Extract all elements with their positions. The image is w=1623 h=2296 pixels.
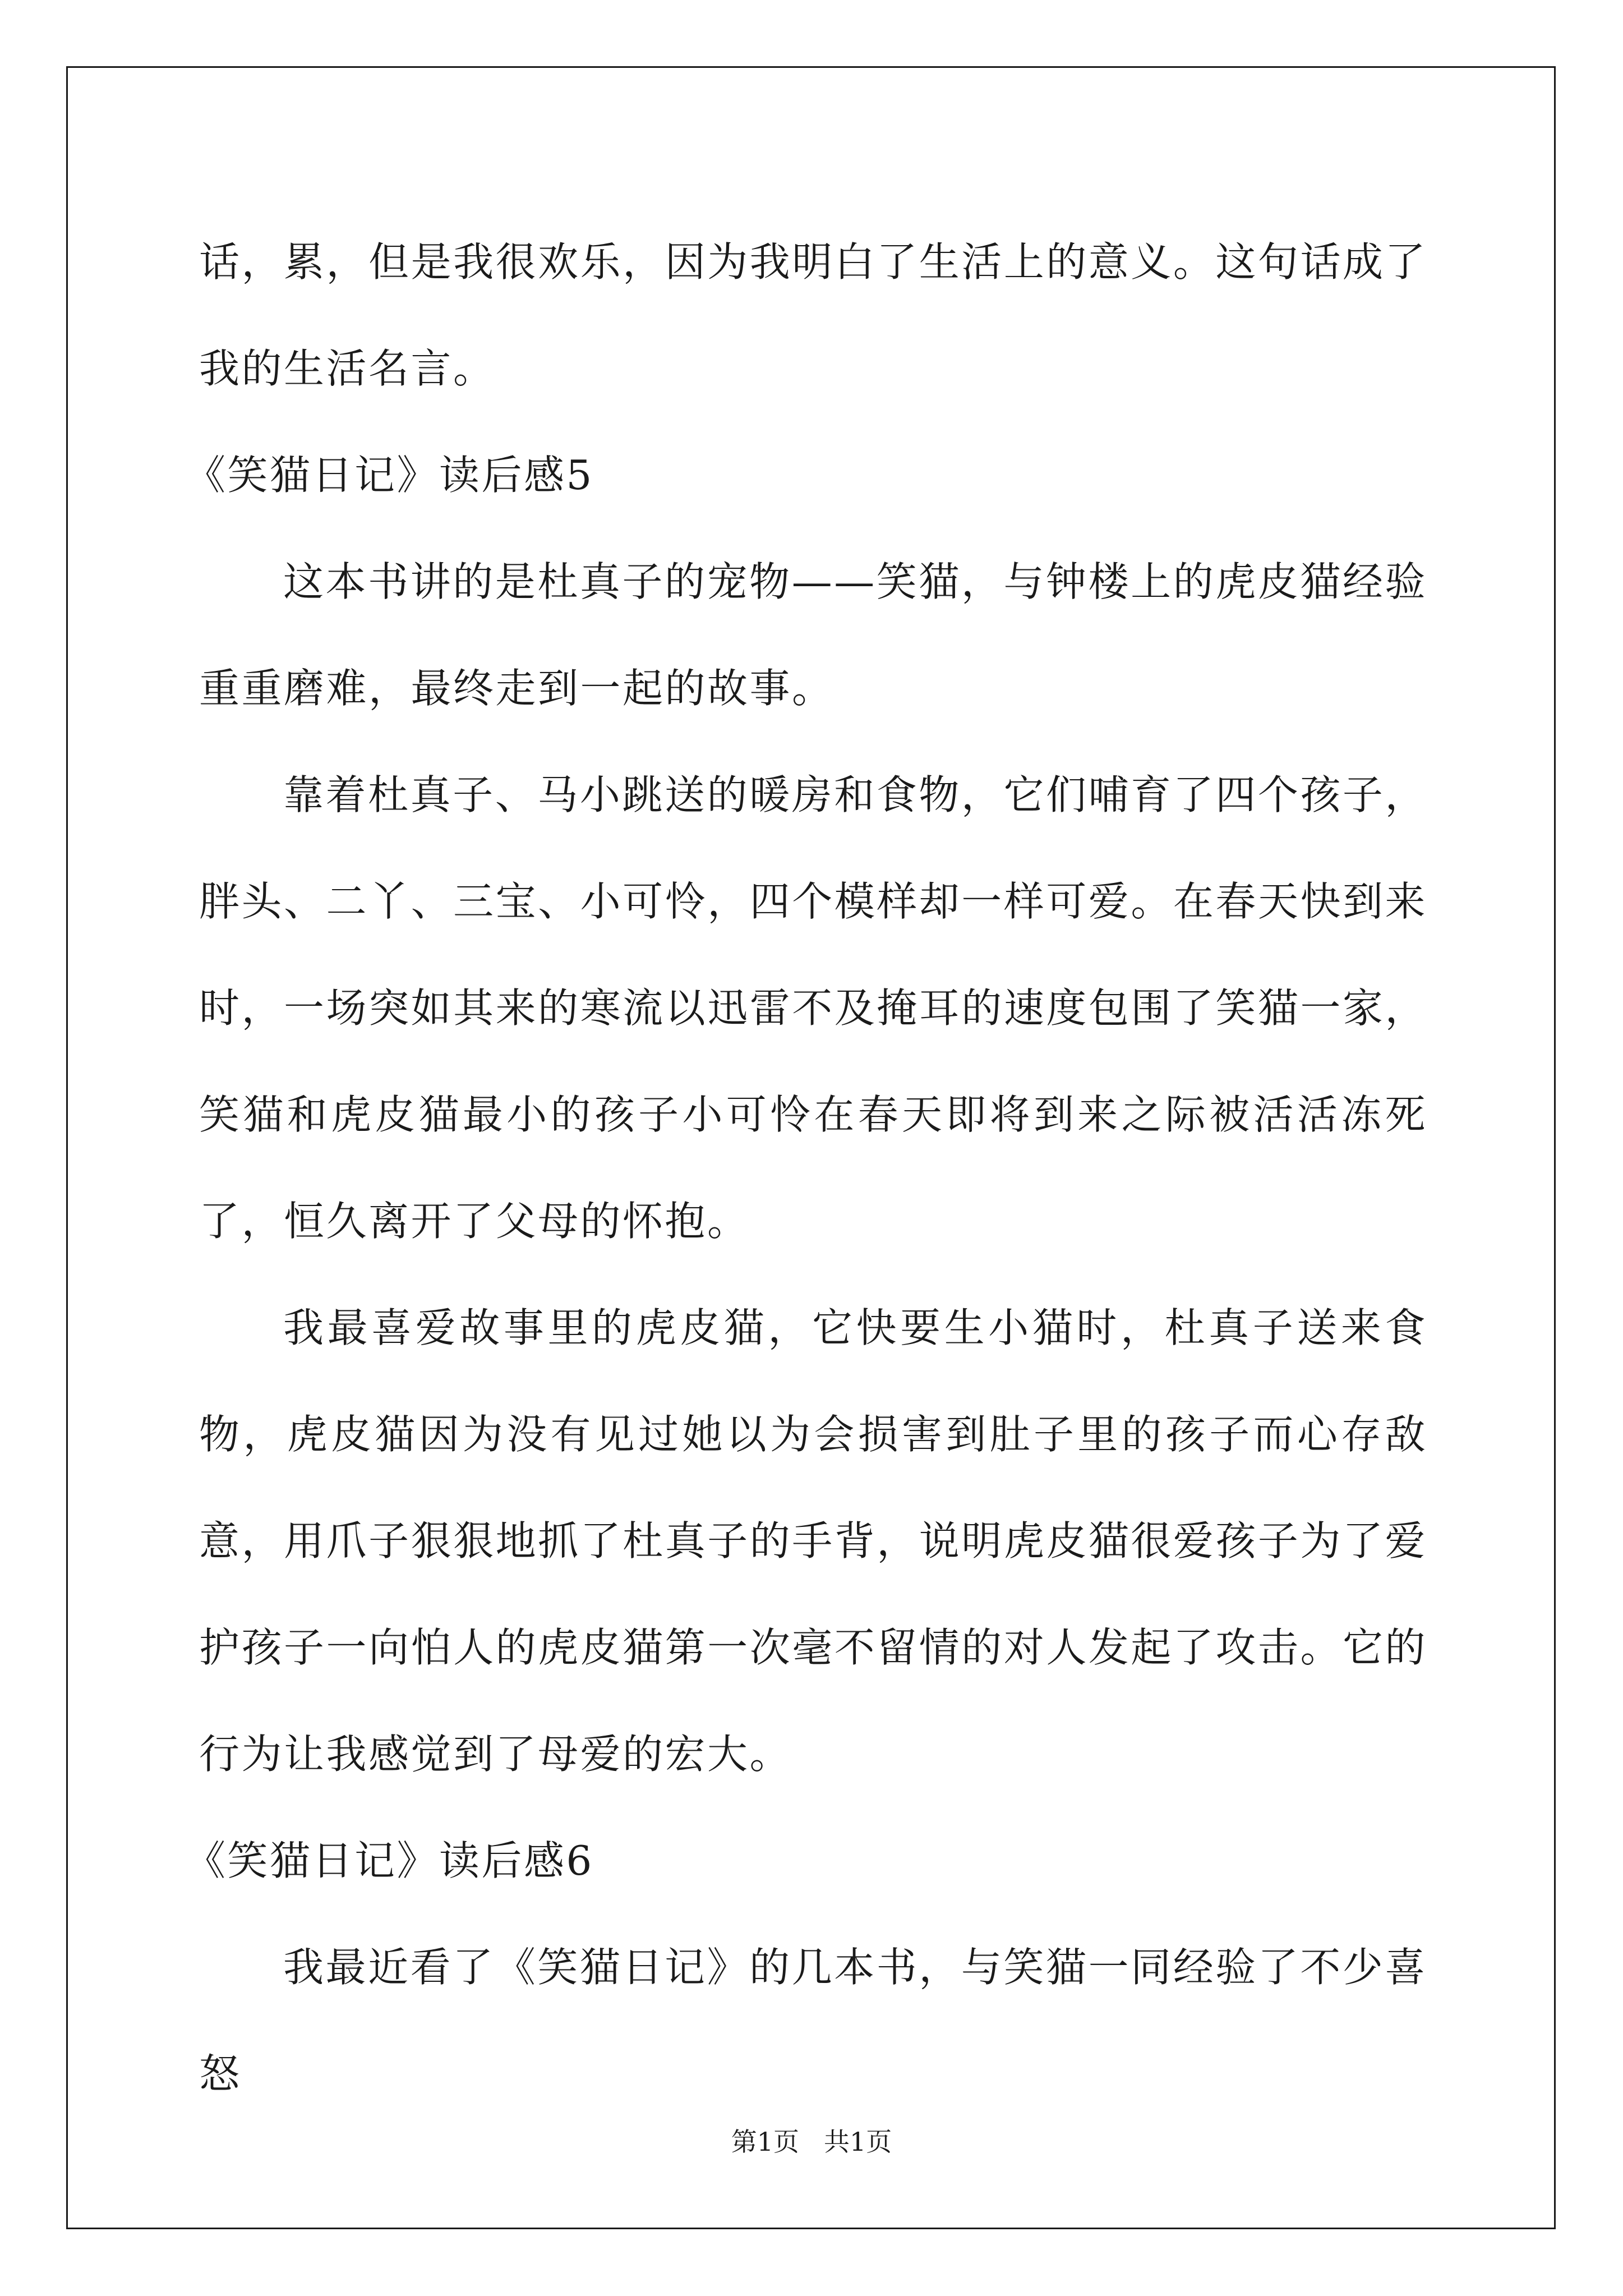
document-body bbox=[185, 209, 1427, 2127]
paragraph-continuation: 话，累，但是我很欢乐，因为我明白了生活上的意义。这句话成了我的生活名言。 bbox=[199, 238, 1427, 392]
page-number-total: 共1页 bbox=[824, 2127, 892, 2157]
page-number-current: 第1页 bbox=[731, 2127, 799, 2157]
section-heading-5: 《笑猫日记》读后感5 bbox=[185, 452, 594, 499]
paragraph: 我最喜爱故事里的虎皮猫，它快要生小猫时，杜真子送来食物，虎皮猫因为没有见过她以为会损害到肚子里的孩子而心存敌意，用爪子狠狠地抓了杜真子的手背，说明虎皮猫很爱孩子为了爱护孩子一向怕人的虎皮猫第一次毫不留情的对人发起了攻击。它的行为让我感觉到了母爱的宏大。 bbox=[199, 1304, 1427, 1778]
paragraph: 这本书讲的是杜真子的宠物——笑猫，与钟楼上的虎皮猫经验重重磨难，最终走到一起的故事。 bbox=[199, 558, 1427, 712]
page-footer bbox=[0, 2125, 1623, 2159]
section-heading-6: 《笑猫日记》读后感6 bbox=[185, 1837, 594, 1884]
paragraph: 靠着杜真子、马小跳送的暖房和食物，它们哺育了四个孩子，胖头、二丫、三宝、小可怜，四个模样却一样可爱。在春天快到来时，一场突如其来的寒流以迅雷不及掩耳的速度包围了笑猫一家，笑猫和虎皮猫最小的孩子小可怜在春天即将到来之际被活活冻死了，恒久离开了父母的怀抱。 bbox=[199, 771, 1427, 1245]
paragraph: 我最近看了《笑猫日记》的几本书，与笑猫一同经验了不少喜怒 bbox=[199, 1944, 1427, 2097]
